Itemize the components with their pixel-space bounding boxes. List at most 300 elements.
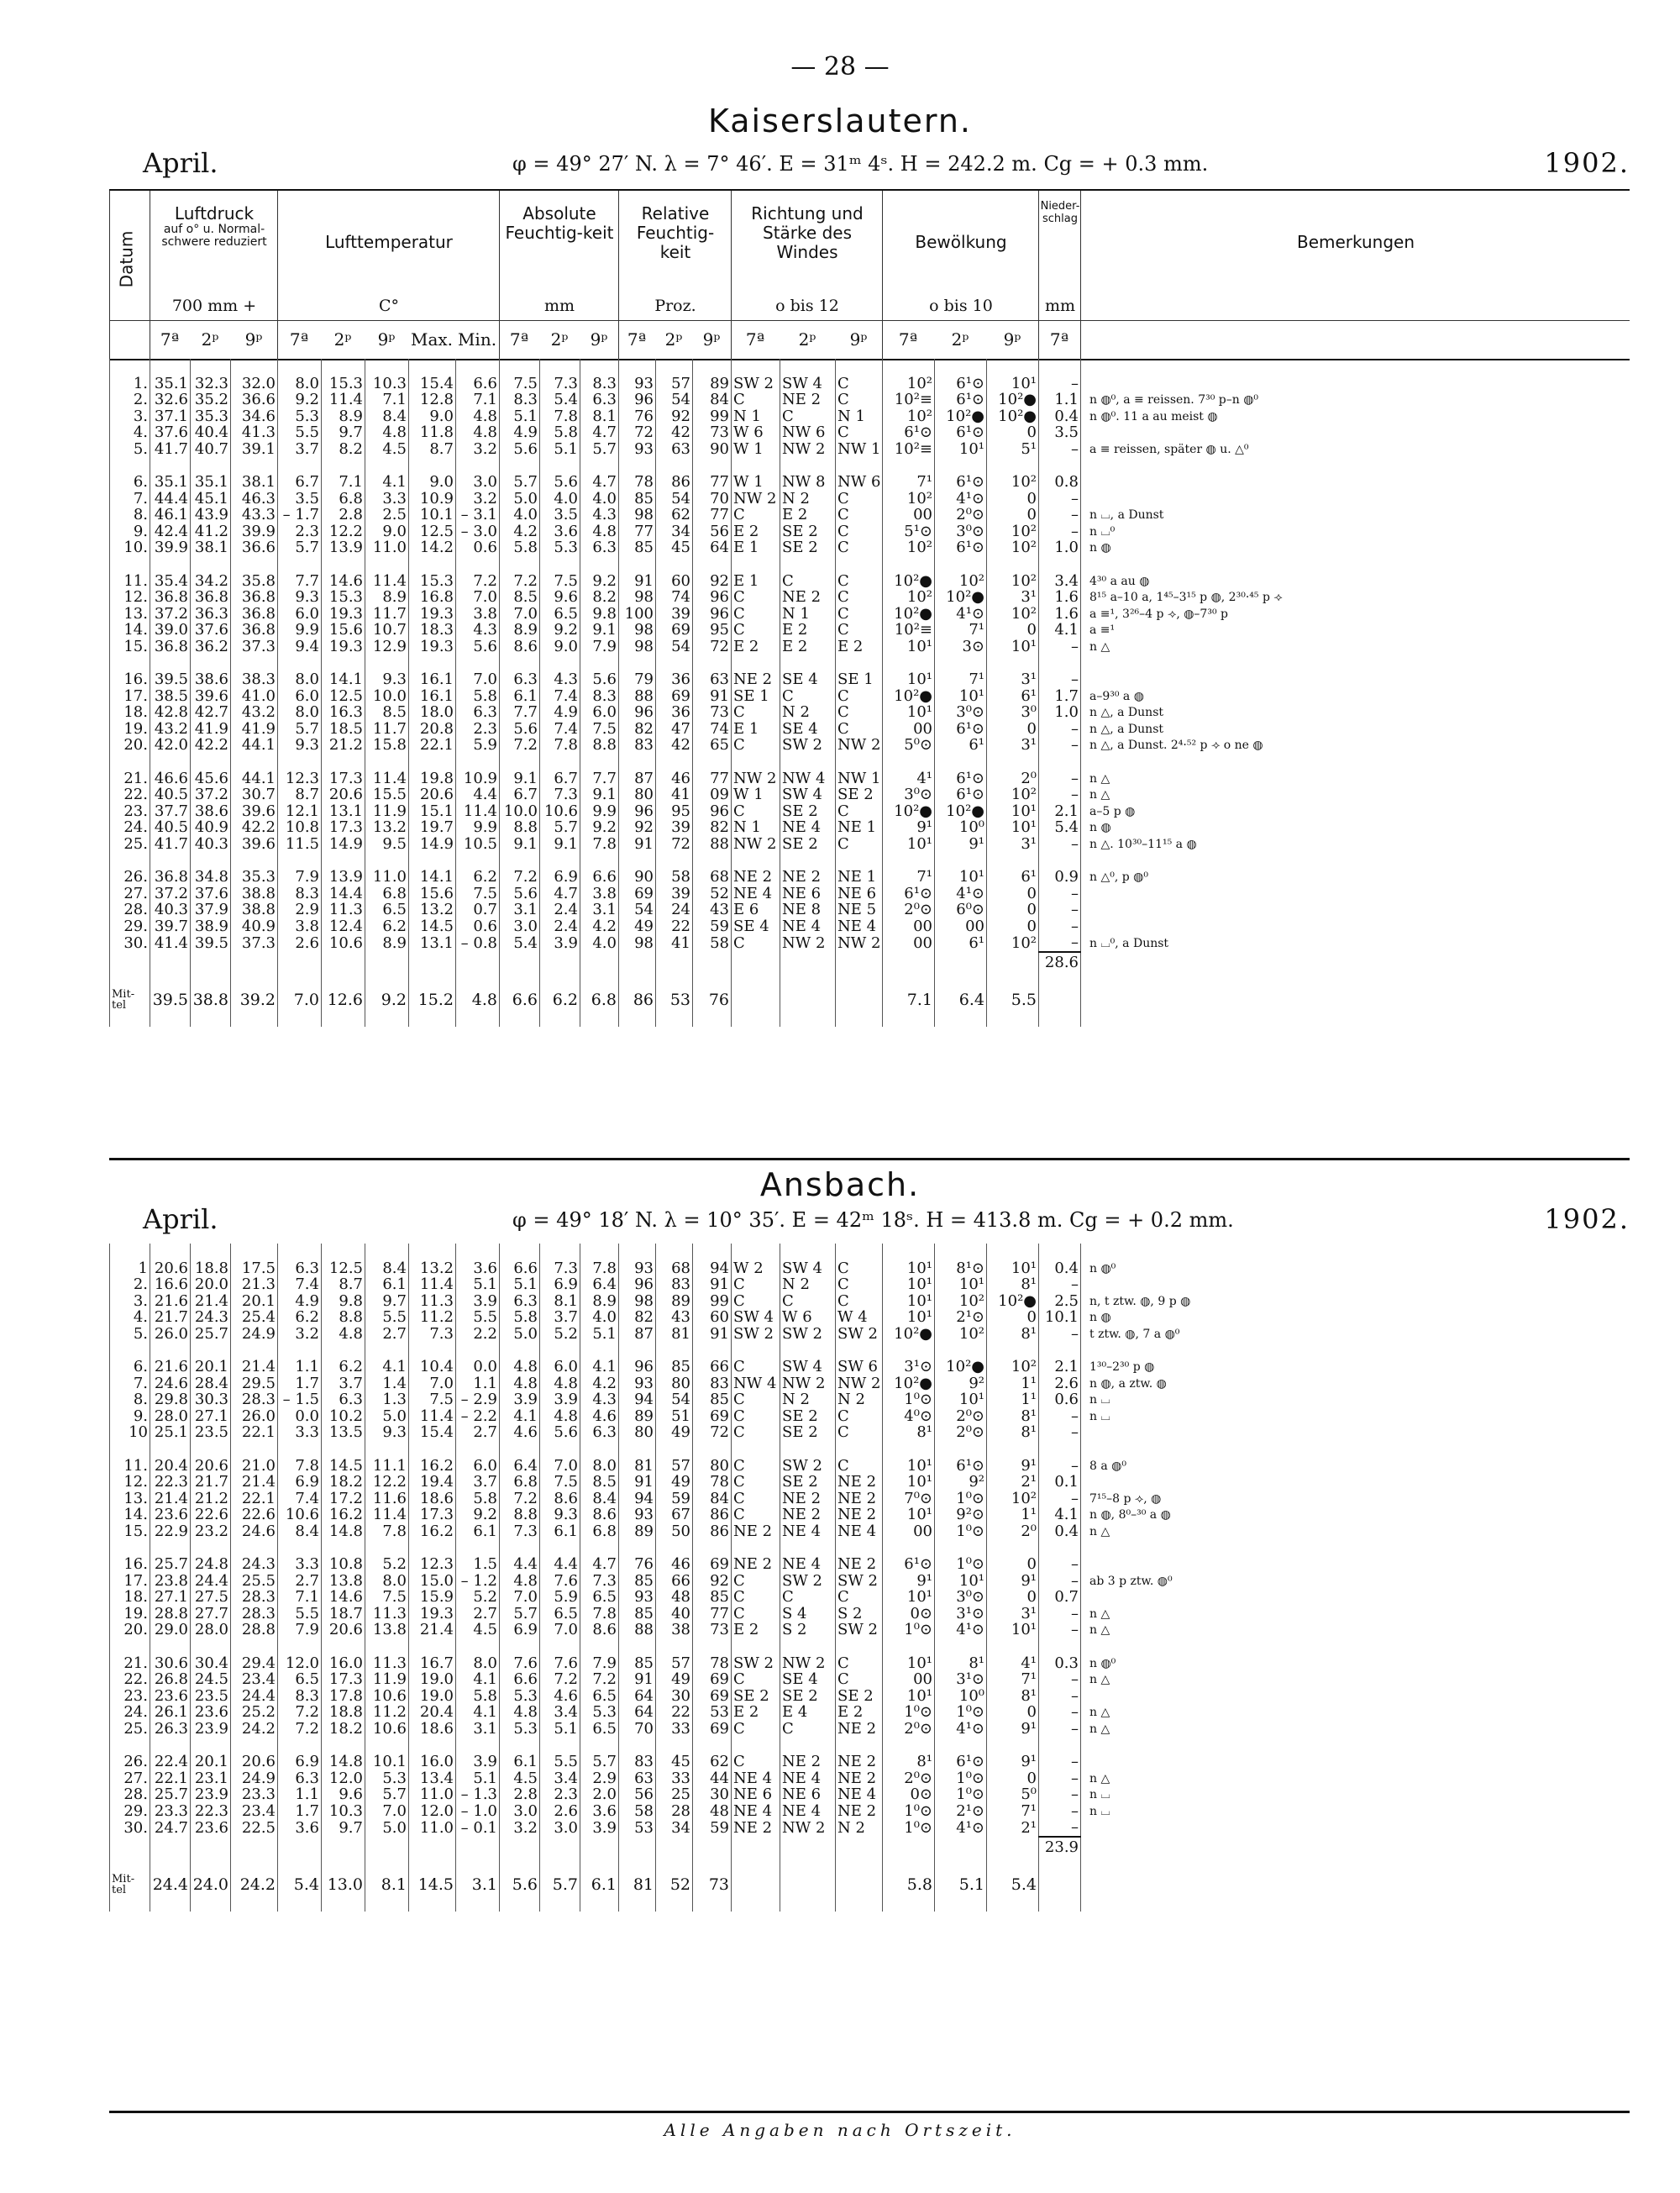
rel-hum-9p-cell: 74 (693, 721, 732, 738)
temp-9p-cell: 5.5 (365, 1310, 409, 1327)
spacer-cell (456, 1441, 500, 1458)
rel-hum-7a-cell: 91 (619, 1672, 656, 1689)
pressure-2p-cell: 34.2 (191, 573, 231, 590)
cloud-9p-cell: 6¹ (987, 870, 1039, 886)
abs-hum-9p-cell: 8.3 (580, 376, 619, 392)
cloud-7a-cell: 10¹ (883, 1590, 935, 1607)
temp-max-cell: 14.5 (409, 918, 456, 935)
abs-hum-7a-cell: 6.3 (500, 672, 540, 689)
temp-2p-cell: 9.8 (322, 1293, 365, 1310)
pressure-9p-cell: 23.4 (231, 1803, 278, 1820)
remark-cell (1081, 918, 1630, 935)
spacer-cell (732, 1244, 780, 1260)
pressure-9p-cell: 37.3 (231, 639, 278, 655)
spacer-cell (150, 1441, 191, 1458)
wind-2p-cell: E 2 (780, 507, 836, 524)
section-divider (109, 1158, 1630, 1160)
temp-2p-cell: 18.5 (322, 721, 365, 738)
abs-hum-2p-cell: 6.9 (540, 870, 580, 886)
spacer-cell (987, 556, 1039, 573)
spacer-cell (409, 1244, 456, 1260)
table-row (110, 1688, 1630, 1705)
temp-9p-cell: 5.2 (365, 1557, 409, 1574)
spacer-cell (619, 1738, 656, 1754)
temp-min-cell: 5.1 (456, 1277, 500, 1294)
spacer-cell (656, 952, 693, 973)
spacer-cell (500, 556, 540, 573)
spacer-cell (1081, 1244, 1630, 1260)
temp-min-cell: 6.1 (456, 1523, 500, 1540)
pressure-2p-cell: 37.6 (191, 623, 231, 639)
rel-hum-2p-cell: 38 (656, 1622, 693, 1639)
cloud-7a-cell: 5⁰⊙ (883, 738, 935, 755)
abs-hum-9p-cell: 5.3 (580, 1705, 619, 1722)
wind-7a-cell: NE 2 (732, 672, 780, 689)
temp-2p-cell: 18.2 (322, 1475, 365, 1491)
abs-hum-2p-cell: 3.7 (540, 1310, 580, 1327)
pressure-7a-cell: 24.7 (150, 1820, 191, 1838)
rel-hum-7a-cell: 94 (619, 1392, 656, 1409)
spacer-cell (191, 1638, 231, 1655)
spacer-cell (883, 655, 935, 672)
abs-hum-7a-cell: 4.2 (500, 523, 540, 540)
wind-7a-cell: SW 2 (732, 376, 780, 392)
temp-7a-cell: 3.3 (278, 1557, 322, 1574)
precip-total: 28.6 (1039, 952, 1081, 973)
rel-hum-9p-cell: 43 (693, 902, 732, 919)
day-cell: 21. (110, 770, 150, 787)
precip-cell: – (1039, 836, 1081, 853)
wind-7a-cell: C (732, 1672, 780, 1689)
spacer-cell (456, 952, 500, 973)
temp-max-cell: 12.5 (409, 523, 456, 540)
cloud-7a-mean: 7.1 (883, 973, 935, 1027)
abs-hum-2p-cell: 7.3 (540, 376, 580, 392)
cloud-2p-cell: 2¹⊙ (935, 1310, 987, 1327)
wind-2p-cell: NE 6 (780, 886, 836, 902)
remark-cell: n ⌴ (1081, 1392, 1630, 1409)
cloud-7a-cell: 10²● (883, 688, 935, 705)
table-row (110, 1606, 1630, 1622)
temp-2p-cell: 17.8 (322, 1688, 365, 1705)
cloud-7a-cell: 4⁰⊙ (883, 1408, 935, 1425)
abs-hum-9p-cell: 6.8 (580, 1523, 619, 1540)
temp-min-cell: 1.5 (456, 1557, 500, 1574)
temp-7a-cell: 6.9 (278, 1475, 322, 1491)
temp-9p-cell: 11.3 (365, 1606, 409, 1622)
rel-hum-2p-cell: 41 (656, 787, 693, 804)
day-cell: 24. (110, 820, 150, 837)
wind-2p-cell: NW 8 (780, 475, 836, 492)
temp-9p-cell: 10.0 (365, 688, 409, 705)
precip-cell: – (1039, 672, 1081, 689)
spacer-cell (656, 1837, 693, 1858)
spacer-cell (1081, 952, 1630, 973)
wind-2p-cell: NE 4 (780, 1523, 836, 1540)
temp-min-cell: 7.0 (456, 672, 500, 689)
temp-min-cell: 8.0 (456, 1655, 500, 1672)
pressure-9p-cell: 32.0 (231, 376, 278, 392)
obs-time-label: 2ᵖ (333, 329, 352, 350)
wind-2p-cell: SE 4 (780, 672, 836, 689)
rel-hum-7a-cell: 94 (619, 1491, 656, 1507)
wind-7a-cell: NE 4 (732, 1770, 780, 1787)
temp-min-cell: 5.9 (456, 738, 500, 755)
pressure-7a-cell: 39.0 (150, 623, 191, 639)
cloud-2p-cell: 1⁰⊙ (935, 1523, 987, 1540)
cloud-9p-cell: 2¹ (987, 1820, 1039, 1838)
temp-max-cell: 14.2 (409, 540, 456, 557)
pressure-9p-cell: 38.3 (231, 672, 278, 689)
abs-hum-7a-cell: 6.7 (500, 787, 540, 804)
rel-hum-2p-cell: 42 (656, 738, 693, 755)
pressure-2p-cell: 27.5 (191, 1590, 231, 1607)
cloud-9p-cell: 8¹ (987, 1326, 1039, 1343)
temp-min-cell: – 3.1 (456, 507, 500, 524)
rel-hum-9p-cell: 63 (693, 672, 732, 689)
spacer-cell (278, 655, 322, 672)
temp-9p-cell: 7.0 (365, 1803, 409, 1820)
abs-hum-9p-cell: 8.6 (580, 1622, 619, 1639)
remark-cell: a ≡ reissen, später ◍ u. △⁰ (1081, 441, 1630, 458)
temp-7a-cell: 5.5 (278, 425, 322, 442)
spacer-cell (732, 1441, 780, 1458)
temp-2p-cell: 14.6 (322, 1590, 365, 1607)
cloud-7a-cell: 00 (883, 721, 935, 738)
cloud-9p-cell: 2¹ (987, 1475, 1039, 1491)
rel-hum-7a-cell: 96 (619, 803, 656, 820)
rel-hum-9p-cell: 91 (693, 1326, 732, 1343)
temp-9p-cell: 11.7 (365, 606, 409, 623)
spacer-cell (883, 556, 935, 573)
table-row (110, 590, 1630, 607)
rel-hum-2p-cell: 58 (656, 870, 693, 886)
table-row (110, 1260, 1630, 1277)
temp-7a-cell: 12.0 (278, 1655, 322, 1672)
spacer-cell (935, 655, 987, 672)
cloud-2p-cell: 6⁰⊙ (935, 902, 987, 919)
abs-hum-9p-cell: 3.8 (580, 886, 619, 902)
spacer-cell (1039, 655, 1081, 672)
rel-hum-9p-cell: 68 (693, 870, 732, 886)
spacer-cell (278, 556, 322, 573)
abs-hum-2p-cell: 8.1 (540, 1293, 580, 1310)
spacer-cell (883, 1540, 935, 1557)
temp-min-cell: 5.8 (456, 688, 500, 705)
cloud-2p-cell: 6¹⊙ (935, 787, 987, 804)
temp-7a-cell: 6.3 (278, 1260, 322, 1277)
table-row (110, 902, 1630, 919)
day-cell: 27. (110, 1770, 150, 1787)
temp-9p-cell: 12.9 (365, 639, 409, 655)
cloud-9p-cell: 6¹ (987, 688, 1039, 705)
day-cell: 9. (110, 523, 150, 540)
rel-hum-9p-cell: 60 (693, 1310, 732, 1327)
pressure-9p-cell: 42.2 (231, 820, 278, 837)
temp-max-cell: 9.0 (409, 475, 456, 492)
cloud-9p-cell: 0 (987, 1705, 1039, 1722)
day-mean: Mit-tel (110, 1858, 150, 1912)
wind-2p-cell: NW 2 (780, 935, 836, 953)
pressure-9p-cell: 39.6 (231, 836, 278, 853)
precip-total: 23.9 (1039, 1837, 1081, 1858)
spacer-cell (987, 1738, 1039, 1754)
abs-hum-2p-cell: 7.0 (540, 1458, 580, 1475)
wind-7a-cell: E 1 (732, 540, 780, 557)
spacer-cell (780, 1837, 836, 1858)
rel-hum-9p-cell: 94 (693, 1260, 732, 1277)
abs-hum-9p-cell: 5.7 (580, 441, 619, 458)
cloud-7a-cell: 00 (883, 1523, 935, 1540)
spacer-cell (231, 1343, 278, 1359)
abs-hum-7a-cell: 4.0 (500, 507, 540, 524)
header-label: Luftdruck (174, 203, 255, 224)
temp-min-cell: – 0.8 (456, 935, 500, 953)
rel-hum-9p-cell: 96 (693, 590, 732, 607)
spacer-cell (780, 853, 836, 870)
abs-hum-7a-cell: 3.0 (500, 918, 540, 935)
abs-hum-2p-cell: 5.7 (540, 820, 580, 837)
wind-2p-cell: SW 4 (780, 1260, 836, 1277)
spacer-cell (732, 1540, 780, 1557)
spacer-cell (231, 1244, 278, 1260)
remark-cell: n △ (1081, 787, 1630, 804)
abs-hum-9p-cell: 6.3 (580, 1425, 619, 1442)
spacer-cell (987, 1638, 1039, 1655)
pressure-9p-cell: 41.3 (231, 425, 278, 442)
temp-min-cell: 6.3 (456, 705, 500, 722)
wind-7a-cell: SE 4 (732, 918, 780, 935)
spacer-cell (619, 359, 656, 376)
cloud-9p-cell: 10¹ (987, 803, 1039, 820)
wind-9p-cell: NE 6 (836, 886, 883, 902)
cloud-2p-cell: 6¹⊙ (935, 475, 987, 492)
spacer-cell (191, 655, 231, 672)
temp-9p-cell: 1.4 (365, 1375, 409, 1392)
spacer-cell (836, 1343, 883, 1359)
spacer-cell (409, 754, 456, 770)
abs-hum-7a-cell: 5.8 (500, 540, 540, 557)
pressure-2p-cell: 38.6 (191, 803, 231, 820)
spacer-cell (278, 754, 322, 770)
abs-hum-2p-cell: 3.9 (540, 1392, 580, 1409)
cloud-7a-cell: 5¹⊙ (883, 523, 935, 540)
spacer-cell (191, 458, 231, 475)
abs-hum-2p-cell: 4.8 (540, 1375, 580, 1392)
pressure-7a-cell: 43.2 (150, 721, 191, 738)
pressure-9p-cell: 39.6 (231, 803, 278, 820)
cloud-9p-cell: 1¹ (987, 1507, 1039, 1524)
pressure-2p-cell: 30.4 (191, 1655, 231, 1672)
temp-min-cell: 0.0 (456, 1359, 500, 1376)
pressure-2p-cell: 43.9 (191, 507, 231, 524)
remark-cell (1081, 1754, 1630, 1771)
wind-7a-cell: C (732, 1458, 780, 1475)
rel-hum-2p-cell: 54 (656, 1392, 693, 1409)
abs-hum-2p-cell: 3.5 (540, 507, 580, 524)
spacer-cell (693, 1343, 732, 1359)
spacer-cell (693, 1738, 732, 1754)
temp-7a-cell: 7.4 (278, 1277, 322, 1294)
pressure-2p-cell: 41.2 (191, 523, 231, 540)
cloud-9p-cell: 8¹ (987, 1408, 1039, 1425)
precip-cell: – (1039, 1326, 1081, 1343)
rel-hum-7a-cell: 64 (619, 1705, 656, 1722)
table-row (110, 1590, 1630, 1607)
spacer-cell (987, 1540, 1039, 1557)
pressure-2p-cell: 32.3 (191, 376, 231, 392)
pressure-2p-cell: 21.4 (191, 1293, 231, 1310)
wind-9p-cell: SW 2 (836, 1622, 883, 1639)
wind-2p-cell: NE 4 (780, 918, 836, 935)
spacer-cell (732, 952, 780, 973)
table-row (110, 1310, 1630, 1327)
spacer-cell (409, 359, 456, 376)
temp-7a-cell: 4.9 (278, 1293, 322, 1310)
pressure-9p-cell: 44.1 (231, 770, 278, 787)
temp-2p-cell: 8.2 (322, 441, 365, 458)
remark-cell (1081, 1475, 1630, 1491)
obs-time-label: 7ª (627, 329, 647, 350)
rel-hum-7a-cell: 54 (619, 902, 656, 919)
cloud-7a-cell: 10¹ (883, 705, 935, 722)
wind-7a-cell: C (732, 935, 780, 953)
temp-max-mean: 14.5 (409, 1858, 456, 1912)
abs-hum-2p-cell: 7.0 (540, 1622, 580, 1639)
abs-hum-7a-cell: 7.2 (500, 870, 540, 886)
cloud-7a-cell: 10¹ (883, 1277, 935, 1294)
abs-hum-7a-cell: 7.6 (500, 1655, 540, 1672)
spacer-cell (883, 1837, 935, 1858)
cloud-2p-cell: 6¹⊙ (935, 425, 987, 442)
rel-hum-9p-cell: 69 (693, 1672, 732, 1689)
wind-2p-cell: NW 2 (780, 1655, 836, 1672)
spacer-cell (619, 952, 656, 973)
pressure-7a-cell: 41.7 (150, 836, 191, 853)
temp-min-cell: 5.6 (456, 639, 500, 655)
temp-9p-cell: 15.8 (365, 738, 409, 755)
cloud-9p-cell: 0 (987, 902, 1039, 919)
cloud-9p-cell: 9¹ (987, 1458, 1039, 1475)
wind-7a-cell: C (732, 803, 780, 820)
wind-2p-cell: NE 4 (780, 1803, 836, 1820)
section-headline (143, 1203, 1630, 1237)
temp-max-cell: 13.2 (409, 902, 456, 919)
pressure-9p-cell: 36.8 (231, 606, 278, 623)
rel-hum-7a-cell: 78 (619, 475, 656, 492)
spacer-cell (322, 1540, 365, 1557)
table-row (110, 1705, 1630, 1722)
obs-time-label: 7ª (509, 329, 529, 350)
rel-hum-9p-cell: 64 (693, 540, 732, 557)
wind-9p-cell: C (836, 705, 883, 722)
spacer-cell (580, 1244, 619, 1260)
cloud-9p-cell: 10² (987, 540, 1039, 557)
wind-2p-cell: N 2 (780, 1277, 836, 1294)
temp-9p-cell: 4.5 (365, 441, 409, 458)
wind-2p-cell: NE 2 (780, 1491, 836, 1507)
wind-2p-cell: S 4 (780, 1606, 836, 1622)
pressure-7a-cell: 21.6 (150, 1293, 191, 1310)
spacer-cell (780, 1441, 836, 1458)
spacer-cell (1039, 1441, 1081, 1458)
day-mean: Mit-tel (110, 973, 150, 1027)
spacer-cell (935, 1441, 987, 1458)
pressure-7a-cell: 21.4 (150, 1491, 191, 1507)
day-cell: 20. (110, 738, 150, 755)
spacer-cell (322, 853, 365, 870)
abs-hum-2p-mean: 6.2 (540, 973, 580, 1027)
spacer-cell (409, 1738, 456, 1754)
spacer-cell (231, 1738, 278, 1754)
temp-2p-cell: 14.8 (322, 1523, 365, 1540)
wind-2p-cell: C (780, 1590, 836, 1607)
temp-2p-cell: 12.2 (322, 523, 365, 540)
temp-2p-cell: 14.5 (322, 1458, 365, 1475)
temp-7a-cell: 6.9 (278, 1754, 322, 1771)
spacer-cell (500, 655, 540, 672)
precip-cell: – (1039, 1606, 1081, 1622)
abs-hum-7a-cell: 3.2 (500, 1820, 540, 1838)
wind-9p-cell: NE 2 (836, 1803, 883, 1820)
temp-2p-cell: 10.6 (322, 935, 365, 953)
spacer-cell (883, 853, 935, 870)
wind-7a-cell: C (732, 1475, 780, 1491)
rel-hum-7a-cell: 85 (619, 540, 656, 557)
cloud-2p-cell: 1⁰⊙ (935, 1491, 987, 1507)
abs-hum-7a-cell: 7.0 (500, 606, 540, 623)
spacer-cell (656, 1738, 693, 1754)
spacer-cell (191, 1837, 231, 1858)
rel-hum-7a-cell: 89 (619, 1523, 656, 1540)
pressure-7a-cell: 21.6 (150, 1359, 191, 1376)
spacer-cell (500, 458, 540, 475)
spacer-cell (456, 1244, 500, 1260)
spacer-cell (836, 1738, 883, 1754)
header-unit: Proz. (654, 297, 696, 315)
abs-hum-9p-cell: 6.5 (580, 1721, 619, 1738)
pressure-7a-cell: 37.1 (150, 408, 191, 425)
day-cell: 3. (110, 1293, 150, 1310)
precip-cell: – (1039, 935, 1081, 953)
cloud-2p-cell: 3¹⊙ (935, 1606, 987, 1622)
temp-7a-cell: 9.3 (278, 590, 322, 607)
abs-hum-7a-cell: 4.8 (500, 1359, 540, 1376)
spacer-cell (322, 952, 365, 973)
header-label: Absolute Feuchtig-keit (505, 203, 614, 243)
pressure-7a-cell: 36.8 (150, 590, 191, 607)
cloud-7a-cell: 10²● (883, 606, 935, 623)
abs-hum-2p-cell: 6.7 (540, 770, 580, 787)
day-cell: 1. (110, 376, 150, 392)
pressure-9p-cell: 24.9 (231, 1326, 278, 1343)
remark-cell: n ◍, a ztw. ◍ (1081, 1375, 1630, 1392)
abs-hum-2p-mean: 5.7 (540, 1858, 580, 1912)
rel-hum-9p-cell: 70 (693, 491, 732, 507)
cloud-9p-mean: 5.4 (987, 1858, 1039, 1912)
pressure-2p-cell: 27.7 (191, 1606, 231, 1622)
header-label: Relative Feuchtig-keit (636, 203, 715, 262)
cloud-2p-cell: 2⁰⊙ (935, 1425, 987, 1442)
spacer-cell (500, 1837, 540, 1858)
cloud-2p-cell: 10²● (935, 590, 987, 607)
wind-2p-cell: NE 8 (780, 902, 836, 919)
table-row (110, 1820, 1630, 1838)
spacer-cell (987, 655, 1039, 672)
pressure-2p-cell: 36.2 (191, 639, 231, 655)
spacer-cell (693, 655, 732, 672)
abs-hum-9p-cell: 7.9 (580, 1655, 619, 1672)
